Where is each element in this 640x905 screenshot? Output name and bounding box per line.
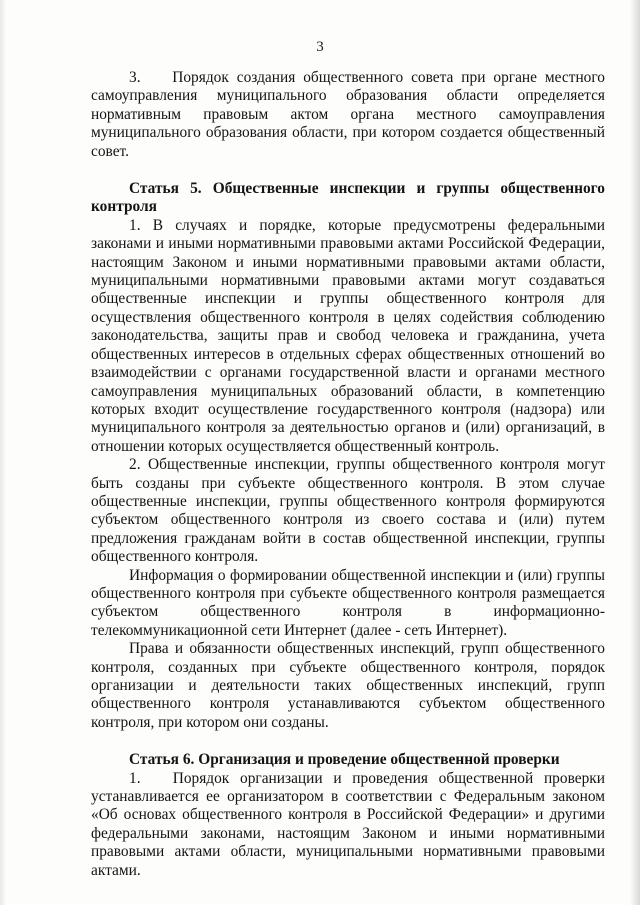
article-4-paragraph-3: 3. Порядок создания общественного совета при органе местного самоуправления муниципального образования области определяется нормативным правовым актом органа местного самоуправления муниципального образования области, при котором создается общественный совет. [91, 69, 605, 160]
page-edge-shadow-left [0, 0, 6, 905]
page-edge-shadow-right [630, 0, 640, 905]
document-body [91, 69, 605, 880]
article-5-paragraph-2: 2. Общественные инспекции, группы общественного контроля могут быть созданы при субъекте общественного контроля. В этом случае общественные инспекции, группы общественного контроля формируются субъектом общественного контроля из своего состава и (или) путем предложения гражданам войти в состав общественной инспекции, группы общественного контроля. [91, 456, 605, 566]
article-5-heading: Статья 5. Общественные инспекции и группы общественного контроля [91, 180, 605, 216]
spacer [91, 732, 605, 751]
article-5-paragraph-4: Права и обязанности общественных инспекций, групп общественного контроля, созданных при субъекте общественного контроля, порядок организации и деятельности таких общественных инспекций, групп общественного контроля устанавливаются субъектом общественного контроля, при котором они созданы. [91, 640, 605, 731]
article-5-paragraph-1: 1. В случаях и порядке, которые предусмотрены федеральными законами и иными нормативными правовыми актами Российской Федерации, настоящим Законом и иными нормативными правовыми актами области, муниципальными нормативными правовыми актами могут создаваться общественные инспекции и группы общественного контроля для осуществления общественного контроля в целях содействия соблюдению законодательства, защиты прав и свобод человека и гражданина, учета общественных интересов в отдельных сферах общественных отношений во взаимодействии с органами государственной власти и органами местного самоуправления муниципальных образований области, в компетенцию которых входит осуществление государственного контроля (надзора) или муниципального контроля за деятельностью органов и (или) организаций, в отношении которых осуществляется общественный контроль. [91, 216, 605, 455]
page-number: 3 [316, 39, 324, 55]
article-6-paragraph-1: 1. Порядок организации и проведения общественной проверки устанавливается ее организатором в соответствии с Федеральным законом «Об основах общественного контроля в Российской Федерации» и другими федеральными законами, настоящим Законом и иными нормативными правовыми актами области, муниципальными нормативными правовыми актами. [91, 769, 605, 879]
article-6-heading: Статья 6. Организация и проведение общественной проверки [129, 751, 560, 769]
spacer [91, 161, 605, 180]
article-5-paragraph-3: Информация о формировании общественной инспекции и (или) группы общественного контроля при субъекте общественного контроля размещается субъектом общественного контроля в информационно-телекоммуникационной сети Интернет (далее - сеть Интернет). [91, 566, 605, 639]
